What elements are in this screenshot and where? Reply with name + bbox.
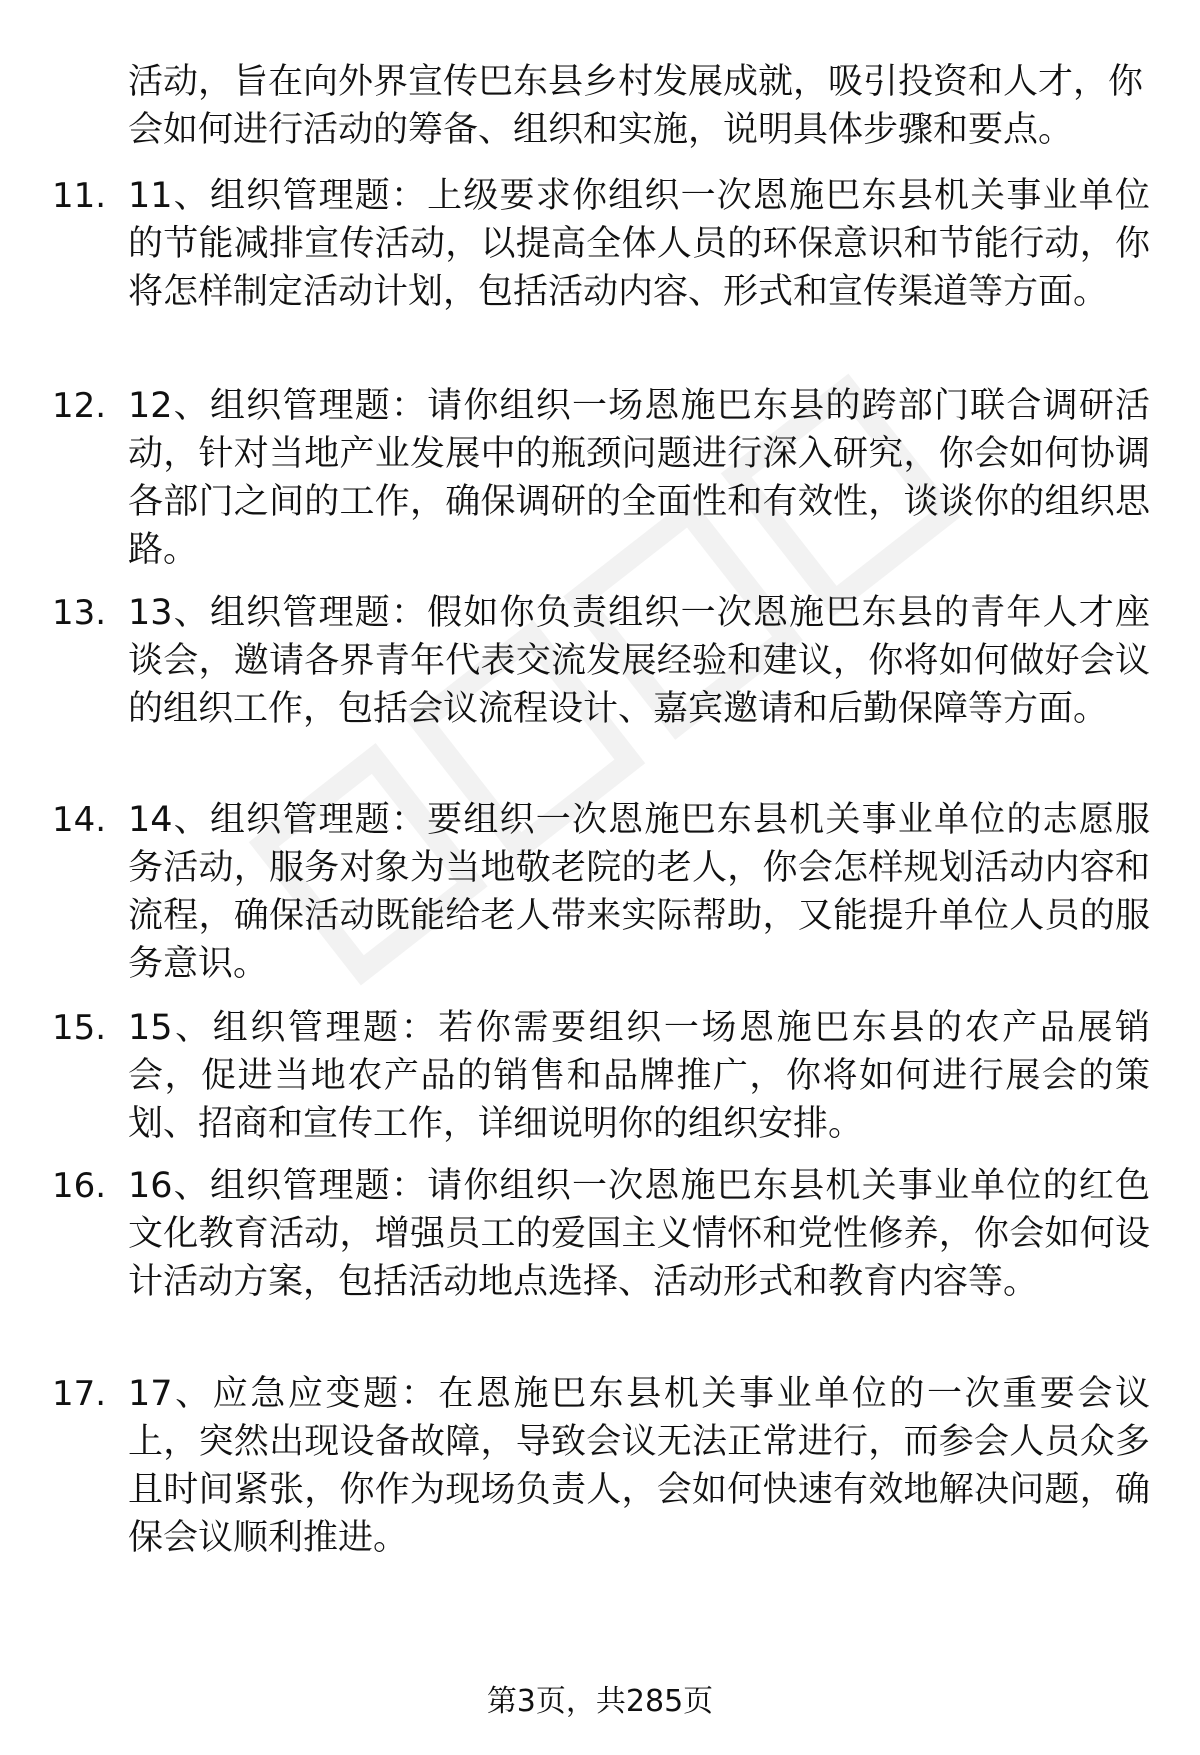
item-text: 13、组织管理题：假如你负责组织一次恩施巴东县的青年人才座谈会，邀请各界青年代表交流发展经验和建议，你将如何做好会议的组织工作，包括会议流程设计、嘉宾邀请和后勤保障等方面。: [128, 593, 1150, 729]
item-text: 15、组织管理题：若你需要组织一场恩施巴东县的农产品展销会，促进当地农产品的销售和品牌推广，你将如何进行展会的策划、招商和宣传工作，详细说明你的组织安排。: [128, 1008, 1150, 1144]
item-number: 16.: [52, 1166, 107, 1206]
item-text: 12、组织管理题：请你组织一场恩施巴东县的跨部门联合调研活动，针对当地产业发展中的瓶颈问题进行深入研究，你会如何协调各部门之间的工作，确保调研的全面性和有效性，谈谈你的组织思路。: [128, 386, 1150, 570]
item-number: 11.: [52, 176, 107, 216]
item-text: 11、组织管理题：上级要求你组织一次恩施巴东县机关事业单位的节能减排宣传活动，以提高全体人员的环保意识和节能行动，你将怎样制定活动计划，包括活动内容、形式和宣传渠道等方面。: [128, 176, 1150, 312]
item-text: 17、应急应变题：在恩施巴东县机关事业单位的一次重要会议上，突然出现设备故障，导致会议无法正常进行，而参会人员众多且时间紧张，你作为现场负责人，会如何快速有效地解决问题，确保会议顺利推进。: [128, 1374, 1150, 1558]
item-number: 13.: [52, 593, 107, 633]
page-footer: 第3页，共285页: [486, 1684, 714, 1719]
item-text: 16、组织管理题：请你组织一次恩施巴东县机关事业单位的红色文化教育活动，增强员工的爱国主义情怀和党性修养，你会如何设计活动方案，包括活动地点选择、活动形式和教育内容等。: [128, 1166, 1150, 1302]
item-number: 17.: [52, 1374, 107, 1414]
item-number: 14.: [52, 800, 107, 840]
item-number: 15.: [52, 1008, 107, 1048]
intro-continuation: 活动，旨在向外界宣传巴东县乡村发展成就，吸引投资和人才，你会如何进行活动的筹备、组织和实施，说明具体步骤和要点。: [128, 62, 1144, 150]
item-text: 14、组织管理题：要组织一次恩施巴东县机关事业单位的志愿服务活动，服务对象为当地敬老院的老人，你会怎样规划活动内容和流程，确保活动既能给老人带来实际帮助，又能提升单位人员的服务意识。: [128, 800, 1150, 984]
item-number: 12.: [52, 386, 107, 426]
